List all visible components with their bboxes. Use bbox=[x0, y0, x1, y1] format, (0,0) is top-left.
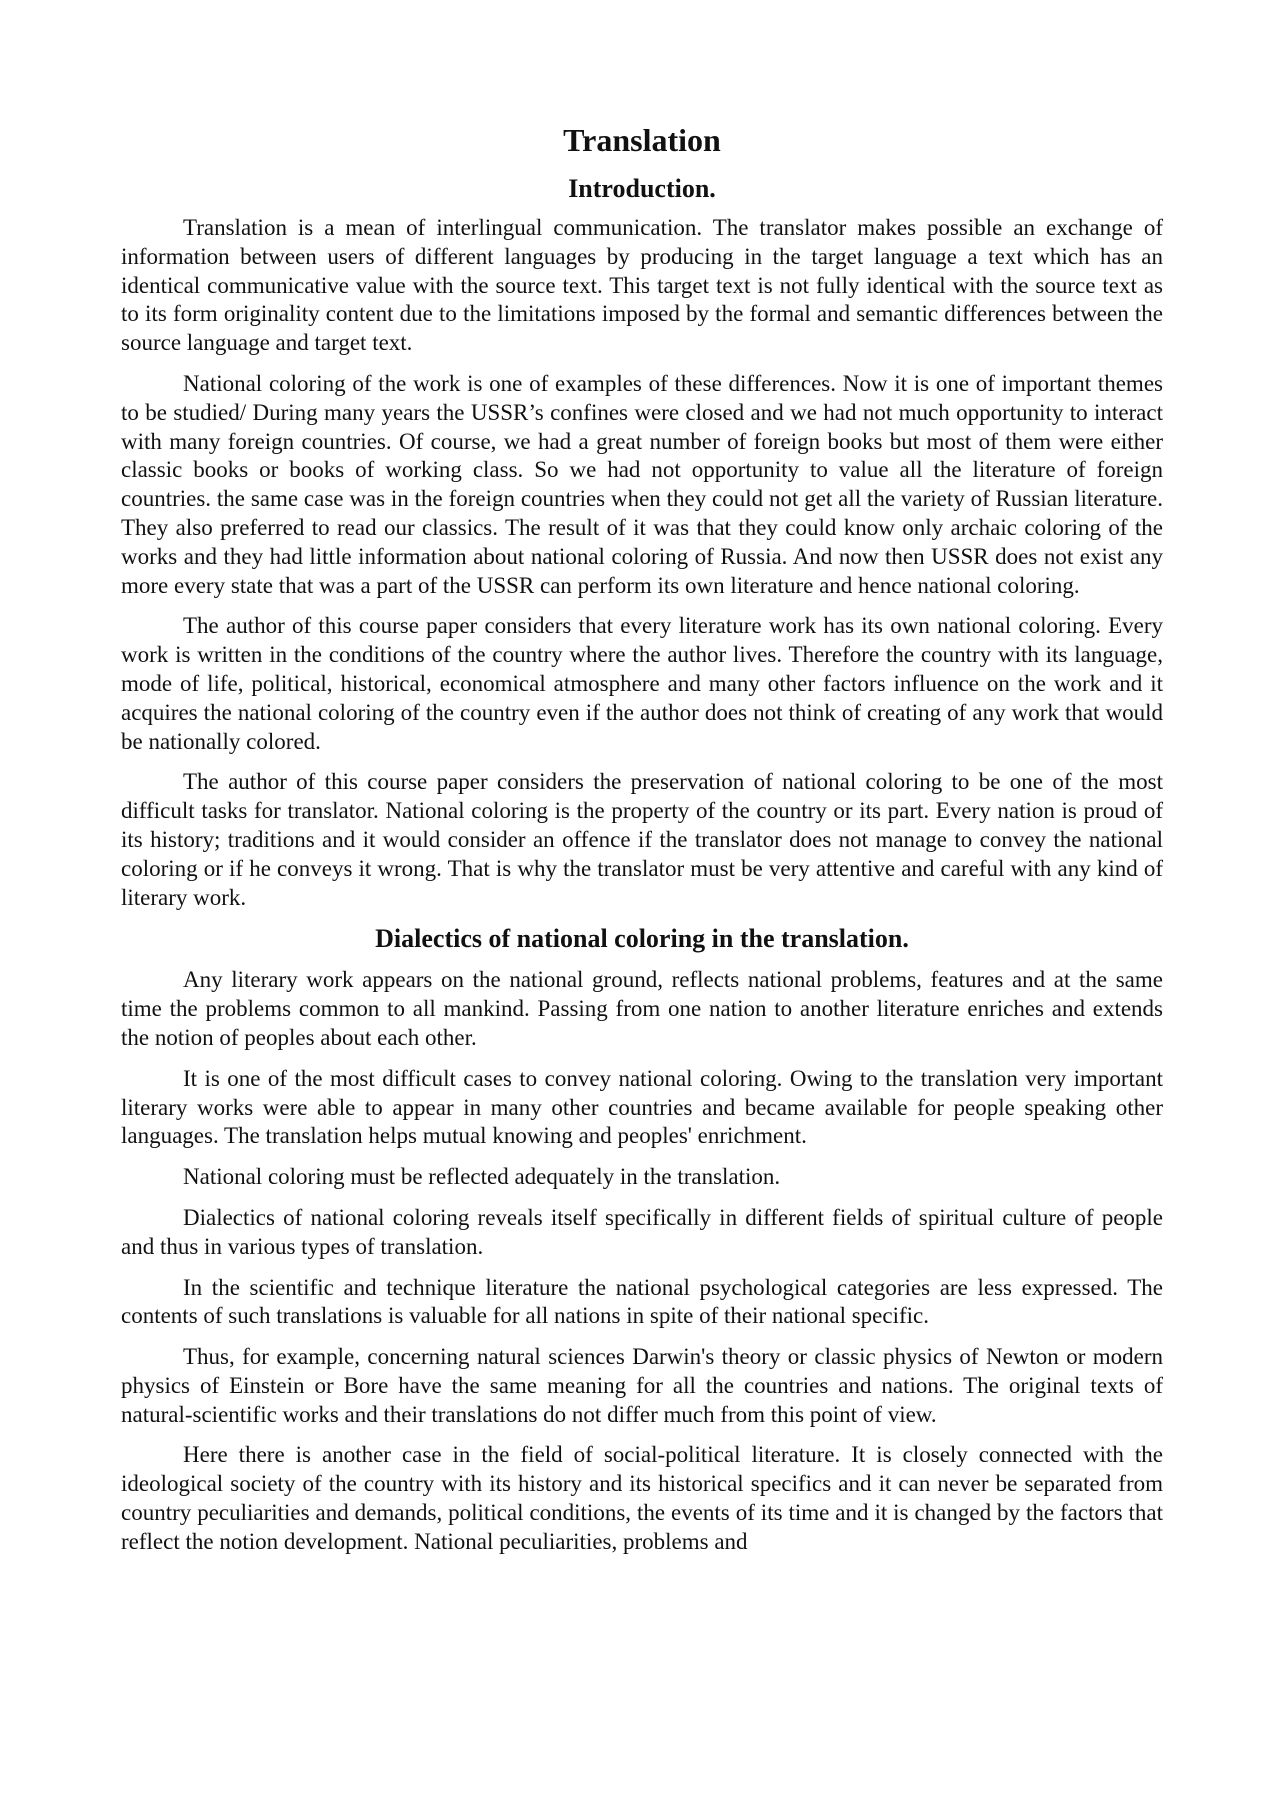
dialectics-paragraph-4: Dialectics of national coloring reveals itself specifically in different fields of spiritual culture of people and thus in various types of translation. bbox=[121, 1204, 1163, 1259]
dialectics-paragraph-6: Thus, for example, concerning natural sciences Darwin's theory or classic physics of Newton or modern physics of Einstein or Bore have the same meaning for all the countries and nations. The original texts of natural-scientific works and their translations do not differ much from this point of view. bbox=[121, 1344, 1163, 1427]
dialectics-paragraph-2: It is one of the most difficult cases to convey national coloring. Owing to the translation very important literary works were able to appear in many other countries and became available for people speaking other languages. The translation helps mutual knowing and peoples' enrichment. bbox=[121, 1065, 1163, 1149]
introduction-heading: Introduction. bbox=[568, 174, 716, 203]
dialectics-paragraph-7: Here there is another case in the field of social-political literature. It is closely connected with the ideological society of the country with its history and its historical specifics and it can never be separated from country peculiarities and demands, political conditions, the events of its time and it is changed by the factors that reflect the notion development. National peculiarities, problems and bbox=[121, 1442, 1163, 1554]
dialectics-heading: Dialectics of national coloring in the translation. bbox=[375, 924, 909, 954]
document-title: Translation bbox=[563, 122, 721, 158]
intro-paragraph-4: The author of this course paper considers the preservation of national coloring to be one of the most difficult tasks for translator. National coloring is the property of the country or its part. Every nation is proud of its history; traditions and it would consider an offence if the translator does not manage to convey the national coloring or if he conveys it wrong. That is why the translator must be very attentive and careful with any kind of literary work. bbox=[121, 769, 1163, 910]
dialectics-paragraph-5: In the scientific and technique literature the national psychological categories are less expressed. The contents of such translations is valuable for all nations in spite of their national specific. bbox=[121, 1274, 1163, 1329]
intro-paragraph-2: National coloring of the work is one of examples of these differences. Now it is one of important themes to be studied/ During many years the USSR’s confines were closed and we had not much opportunity to interact with many foreign countries. Of course, we had a great number of foreign books but most of them were either classic books or books of working class. So we had not opportunity to value all the literature of foreign countries. the same case was in the foreign countries when they could not get all the variety of Russian literature. They also preferred to read our classics. The result of it was that they could know only archaic coloring of the works and they had little information about national coloring of Russia. And now then USSR does not exist any more every state that was a part of the USSR can perform its own literature and hence national coloring. bbox=[121, 370, 1163, 598]
intro-paragraph-1: Translation is a mean of interlingual communication. The translator makes possible an exchange of information between users of different languages by producing in the target language a text which has an identical communicative value with the source text. This target text is not fully identical with the source text as to its form originality content due to the limitations imposed by the formal and semantic differences between the source language and target text. bbox=[121, 215, 1163, 356]
dialectics-paragraph-3: National coloring must be reflected adequately in the translation. bbox=[183, 1164, 781, 1190]
dialectics-paragraph-1: Any literary work appears on the national ground, reflects national problems, features and at the same time the problems common to all mankind. Passing from one nation to another literature enriches and extends the notion of peoples about each other. bbox=[121, 967, 1163, 1050]
intro-paragraph-3: The author of this course paper considers that every literature work has its own national coloring. Every work is written in the conditions of the country where the author lives. Therefore the country with its language, mode of life, political, historical, economical atmosphere and many other factors influence on the work and it acquires the national coloring of the country even if the author does not think of creating of any work that would be nationally colored. bbox=[121, 613, 1163, 754]
